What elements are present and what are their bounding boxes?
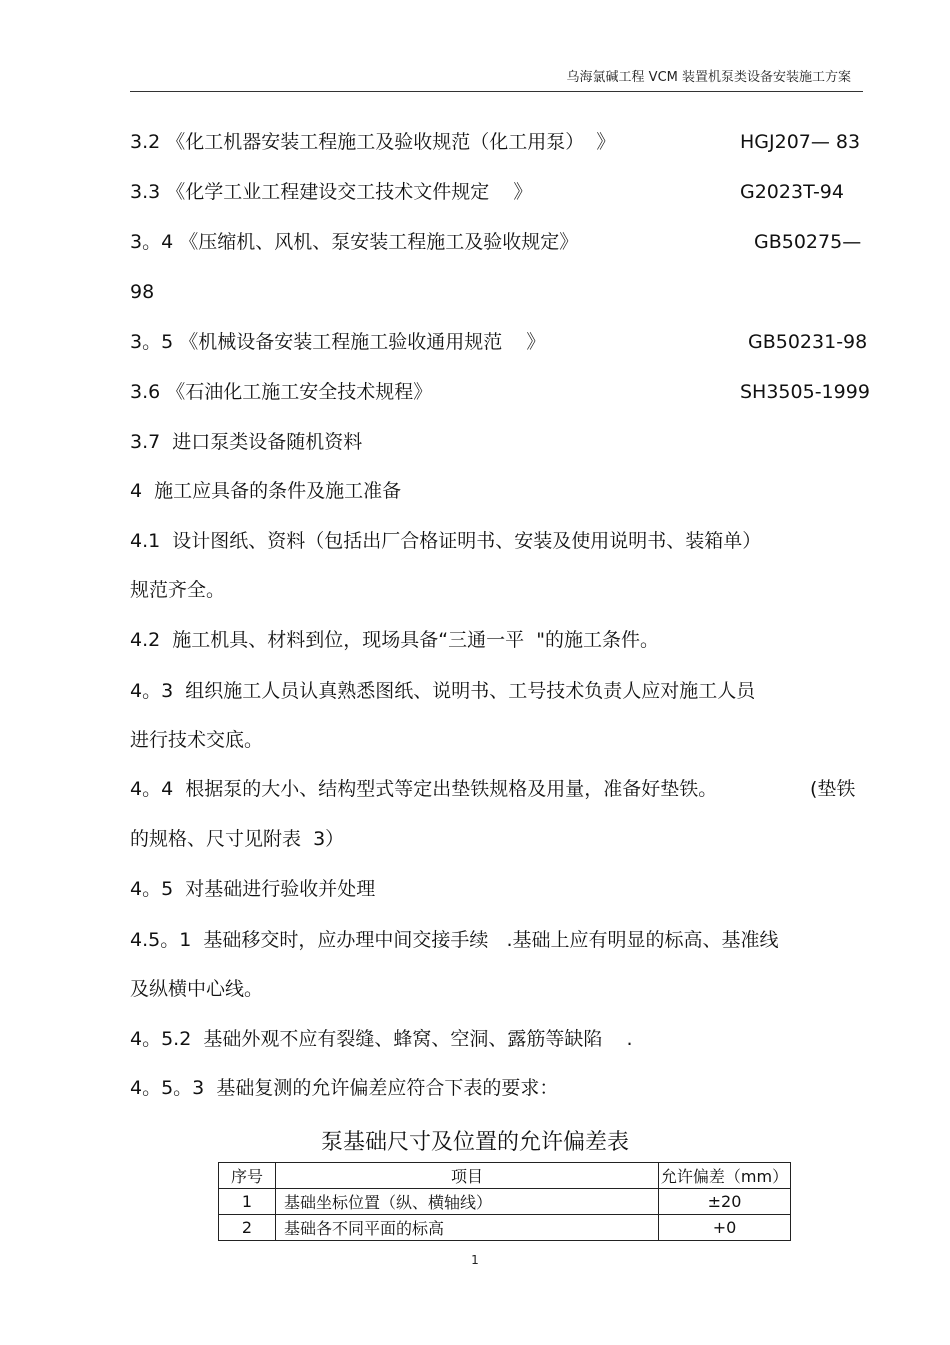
header-divider xyxy=(130,91,863,92)
table-cell: 基础各不同平面的标高 xyxy=(276,1215,659,1241)
table-row xyxy=(219,1215,791,1241)
column-header: 序号 xyxy=(219,1163,276,1189)
body-line-tail: (垫铁 xyxy=(810,778,856,800)
column-header: 项目 xyxy=(276,1163,659,1189)
body-line: 4。5.2 基础外观不应有裂缝、蜂窝、空洞、露筋等缺陷 . xyxy=(130,1028,633,1050)
standard-code: HGJ207— 83 xyxy=(740,131,861,153)
standard-code: SH3505-1999 xyxy=(740,381,870,403)
body-line: 4.2 施工机具、材料到位，现场具备“三通一平 "的施工条件。 xyxy=(130,629,659,651)
body-line: 4。5。3 基础复测的允许偏差应符合下表的要求： xyxy=(130,1077,559,1099)
body-line: 4.5。1 基础移交时，应办理中间交接手续 .基础上应有明显的标高、基准线 xyxy=(130,929,779,951)
body-line: 4。3 组织施工人员认真熟悉图纸、说明书、工号技术负责人应对施工人员 xyxy=(130,680,756,702)
body-line: 3.7 进口泵类设备随机资料 xyxy=(130,431,363,453)
page-header: 乌海氯碱工程 VCM 装置机泵类设备安装施工方案 xyxy=(566,70,851,85)
table-cell: 2 xyxy=(219,1215,276,1241)
table-row xyxy=(219,1189,791,1215)
table-cell: 1 xyxy=(219,1189,276,1215)
body-line: 进行技术交底。 xyxy=(130,729,264,751)
body-line: 规范齐全。 xyxy=(130,579,226,601)
tolerance-table xyxy=(218,1162,791,1241)
standard-code: GB50275— xyxy=(754,231,862,253)
page-number: 1 xyxy=(471,1253,479,1267)
body-line: 的规格、尺寸见附表 3） xyxy=(130,828,345,850)
section-heading: 4 施工应具备的条件及施工准备 xyxy=(130,480,402,502)
body-line: 3。4 《压缩机、风机、泵安装工程施工及验收规定》 xyxy=(130,231,579,253)
table-cell: 基础坐标位置（纵、横轴线） xyxy=(276,1189,659,1215)
body-line: 3.6 《石油化工施工安全技术规程》 xyxy=(130,381,433,403)
body-line: 3.3 《化学工业工程建设交工技术文件规定 》 xyxy=(130,181,533,203)
body-line: 及纵横中心线。 xyxy=(130,978,264,1000)
body-line: 4。5 对基础进行验收并处理 xyxy=(130,878,376,900)
table-cell: ±20 xyxy=(659,1189,791,1215)
column-header: 允许偏差（mm） xyxy=(659,1163,791,1189)
table-cell: +0 xyxy=(659,1215,791,1241)
body-line: 3.2 《化工机器安装工程施工及验收规范（化工用泵） 》 xyxy=(130,131,616,153)
standard-code: G2023T-94 xyxy=(740,181,844,203)
body-line: 98 xyxy=(130,281,155,303)
standard-code: GB50231-98 xyxy=(748,331,868,353)
body-line: 4.1 设计图纸、资料（包括出厂合格证明书、安装及使用说明书、装箱单） xyxy=(130,530,762,552)
body-line: 4。4 根据泵的大小、结构型式等定出垫铁规格及用量，准备好垫铁。 xyxy=(130,778,718,800)
body-line: 3。5 《机械设备安装工程施工验收通用规范 》 xyxy=(130,331,546,353)
table-title: 泵基础尺寸及位置的允许偏差表 xyxy=(320,1130,629,1155)
table-header-row xyxy=(219,1163,791,1189)
